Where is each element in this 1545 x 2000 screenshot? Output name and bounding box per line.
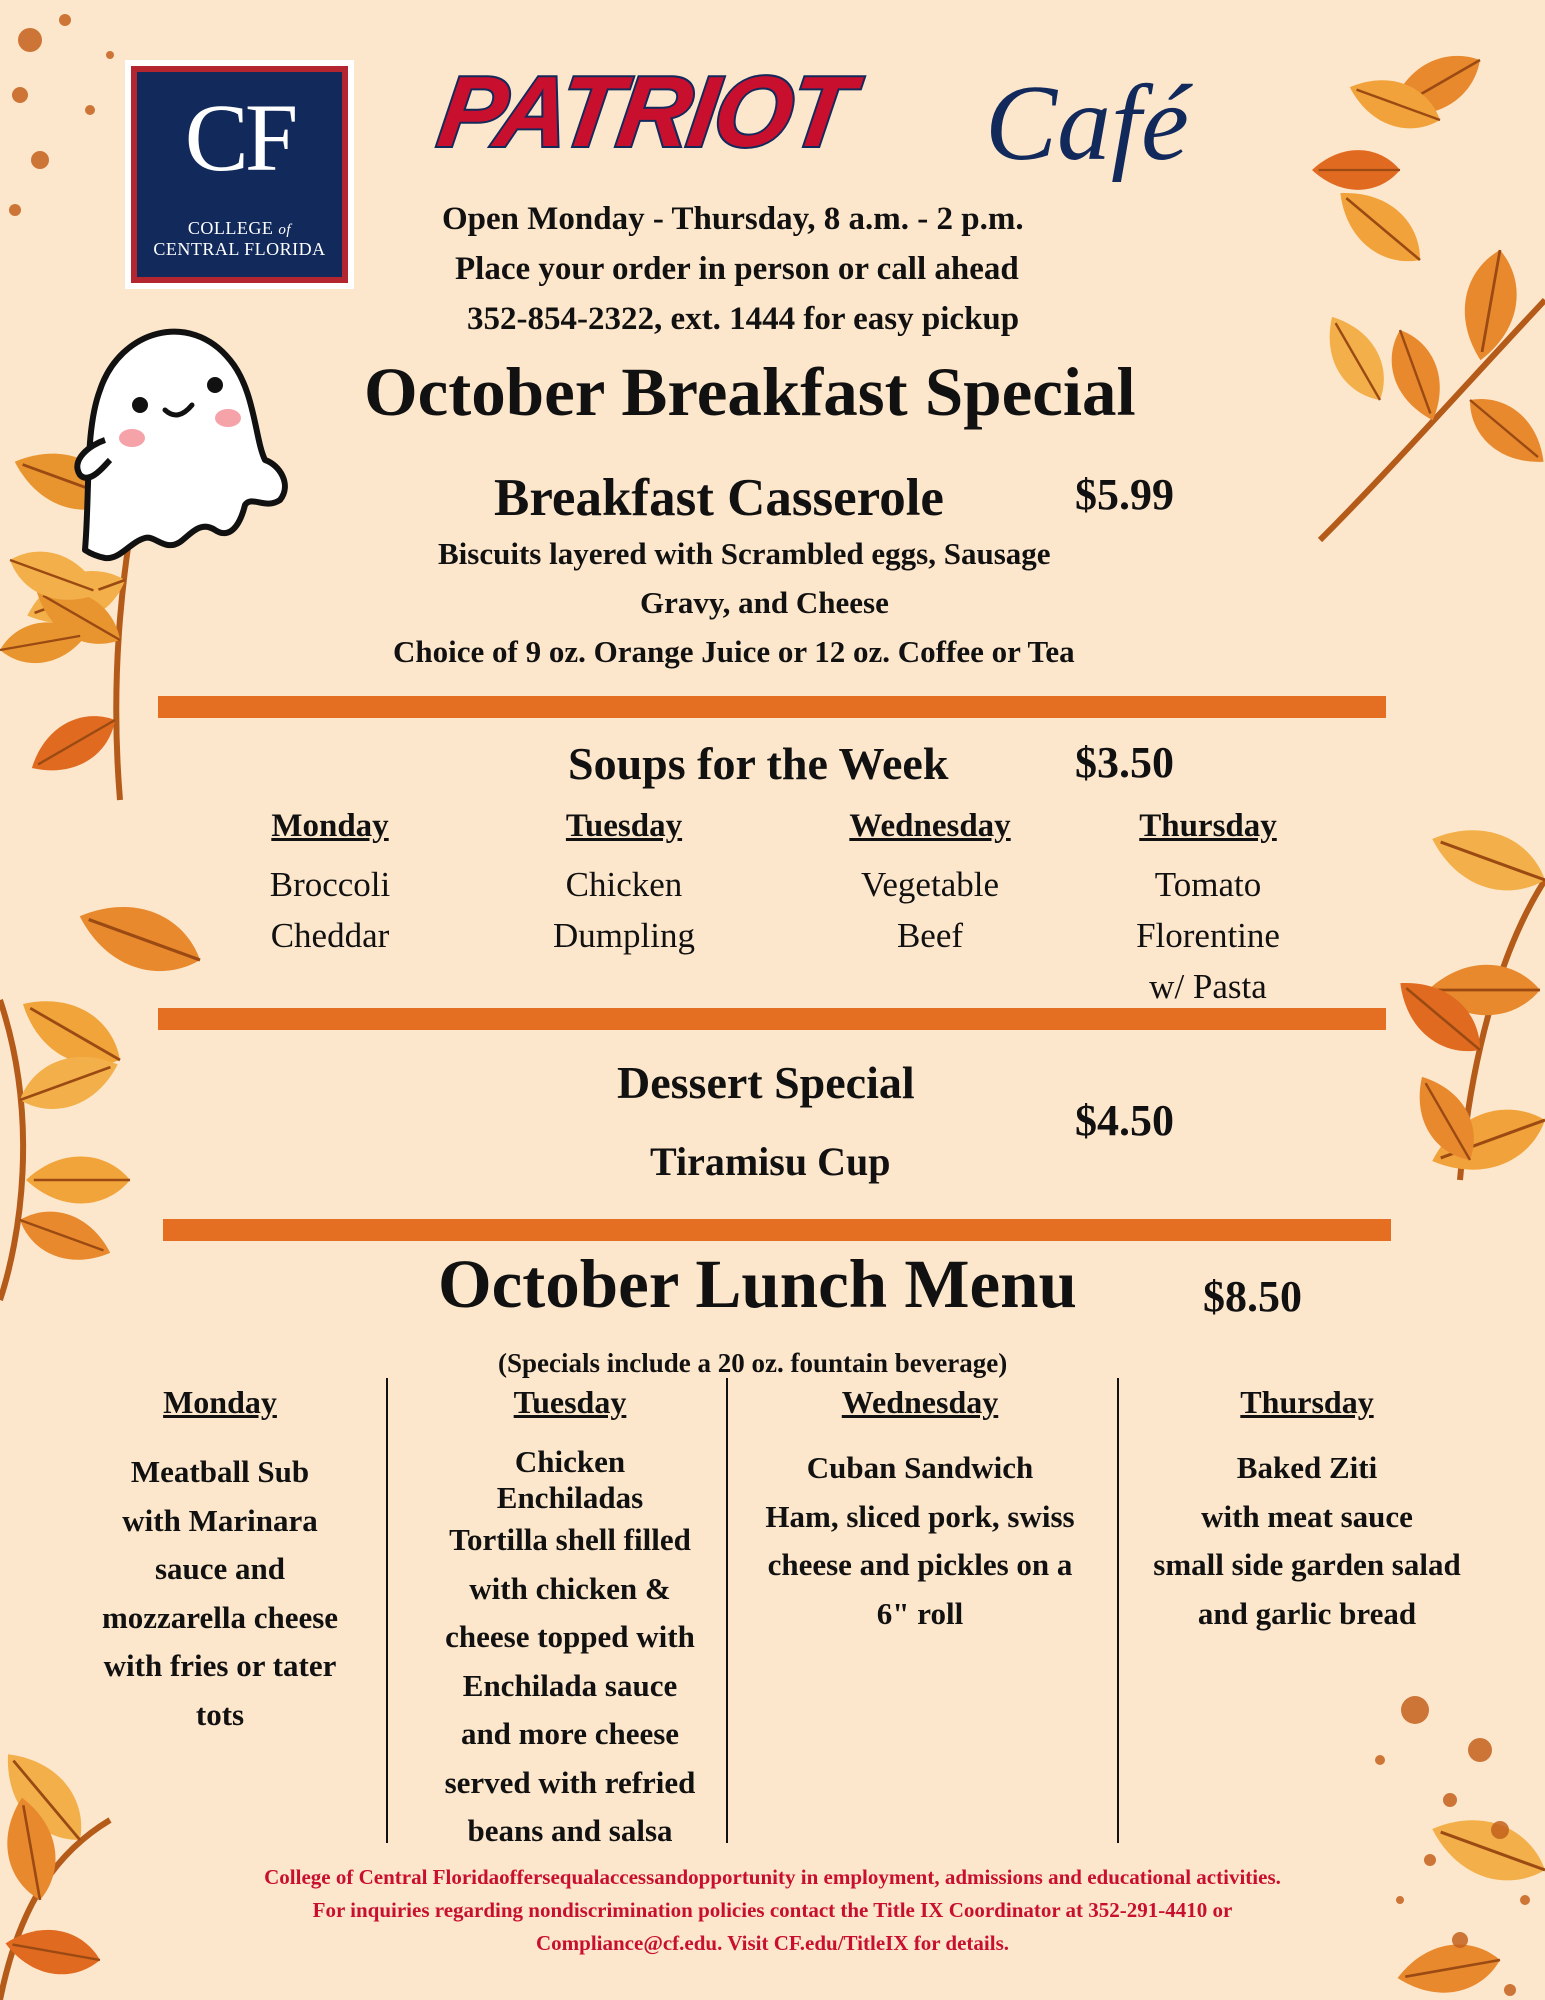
dessert-item: Tiramisu Cup [650, 1139, 891, 1184]
lunch-line: with meat sauce [1201, 1498, 1413, 1534]
soups-price: $3.50 [1075, 738, 1174, 787]
brand-patriot-wordmark: PATRIOT [432, 56, 858, 168]
column-separator [1117, 1378, 1119, 1843]
lunch-line: cheese topped with [445, 1619, 695, 1654]
lunch-line: and more cheese [460, 1716, 680, 1751]
lunch-wednesday [730, 1386, 1110, 1638]
lunch-note: (Specials include a 20 oz. fountain beverage) [498, 1348, 1008, 1378]
lunch-line: cheese and pickles on a [767, 1547, 1073, 1582]
soup-line: Chicken [565, 865, 683, 904]
lunch-day-label: Thursday [1240, 1384, 1374, 1420]
lunch-line: Meatball Sub [130, 1454, 310, 1489]
footer-line-1: College of Central Floridaoffersequalaccessandopportunity in employment, admissions and educational activities. [264, 1865, 1281, 1889]
breakfast-desc-2: Gravy, and Cheese [640, 585, 889, 620]
breakfast-item: Breakfast Casserole [494, 469, 944, 527]
lunch-line: and garlic bread [1197, 1595, 1417, 1631]
dessert-price: $4.50 [1075, 1096, 1174, 1145]
lunch-line: mozzarella cheese [101, 1599, 339, 1635]
soup-wednesday [800, 810, 1060, 961]
cf-logo-text: COLLEGE of CENTRAL FLORIDA [153, 218, 326, 260]
divider-2 [158, 1008, 1386, 1030]
lunch-line: with fries or tater [103, 1648, 337, 1683]
soup-line: Broccoli [269, 865, 391, 904]
cf-logo [125, 60, 354, 289]
breakfast-heading: October Breakfast Special [364, 354, 1136, 430]
ghost-illustration [30, 290, 290, 570]
lunch-heading: October Lunch Menu [438, 1246, 1077, 1322]
soup-day-label: Monday [271, 808, 389, 844]
breakfast-desc-3: Choice of 9 oz. Orange Juice or 12 oz. Coffee or Tea [393, 634, 1075, 669]
breakfast-desc-1: Biscuits layered with Scrambled eggs, Sausage [438, 536, 1051, 571]
cf-logo-mark: CF [184, 84, 295, 191]
lunch-line: Tortilla shell filled [449, 1522, 691, 1557]
lunch-line: with Marinara [122, 1502, 318, 1538]
lunch-price: $8.50 [1203, 1272, 1302, 1321]
order-text: Place your order in person or call ahead [455, 251, 1019, 287]
soup-thursday [1078, 810, 1338, 1012]
breakfast-price: $5.99 [1075, 470, 1174, 519]
soup-line: Beef [896, 916, 964, 955]
soup-line: w/ Pasta [1149, 967, 1267, 1006]
lunch-line: sauce and [154, 1551, 286, 1586]
lunch-line: Baked Ziti [1236, 1450, 1378, 1485]
soup-line: Tomato [1154, 865, 1262, 904]
lunch-day-label: Wednesday [841, 1384, 999, 1420]
lunch-line: with chicken & [469, 1570, 671, 1606]
lunch-line: small side garden salad [1153, 1547, 1461, 1582]
lunch-line: 6" roll [876, 1595, 964, 1631]
soup-day-label: Tuesday [565, 808, 683, 844]
footer-line-2: For inquiries regarding nondiscrimination policies contact the Title IX Coordinator at 352-291-4410 or [312, 1898, 1233, 1922]
soups-heading: Soups for the Week [568, 738, 949, 789]
lunch-day-label: Tuesday [513, 1384, 627, 1420]
footer-line-3: Compliance@cf.edu. Visit CF.edu/TitleIX for details. [536, 1931, 1009, 1955]
lunch-line: Enchilada sauce [462, 1667, 678, 1703]
soup-line: Cheddar [270, 916, 390, 955]
lunch-line: Ham, sliced pork, swiss [765, 1498, 1075, 1534]
soup-monday [200, 810, 460, 961]
divider-3 [163, 1219, 1391, 1241]
brand-cafe-wordmark: Café [985, 64, 1189, 183]
soup-tuesday [494, 810, 754, 961]
soup-day-label: Wednesday [849, 808, 1011, 844]
lunch-line: Enchiladas [496, 1480, 644, 1515]
column-separator [386, 1378, 388, 1843]
lunch-day-label: Monday [163, 1384, 277, 1420]
lunch-monday [70, 1386, 370, 1739]
lunch-line: served with refried [444, 1764, 696, 1800]
lunch-thursday [1130, 1386, 1484, 1638]
soup-line: Dumpling [553, 916, 695, 955]
lunch-line: Chicken [514, 1444, 626, 1479]
soup-line: Florentine [1136, 916, 1280, 955]
phone-text: 352-854-2322, ext. 1444 for easy pickup [467, 301, 1020, 337]
lunch-tuesday [410, 1386, 730, 1856]
lunch-line: tots [195, 1696, 245, 1732]
lunch-line: beans and salsa [467, 1813, 673, 1848]
soup-day-label: Thursday [1139, 808, 1277, 844]
dessert-heading: Dessert Special [617, 1057, 915, 1108]
soup-line: Vegetable [861, 865, 999, 904]
divider-1 [158, 696, 1386, 718]
lunch-line: Cuban Sandwich [806, 1450, 1034, 1485]
hours-text: Open Monday - Thursday, 8 a.m. - 2 p.m. [442, 201, 1024, 237]
